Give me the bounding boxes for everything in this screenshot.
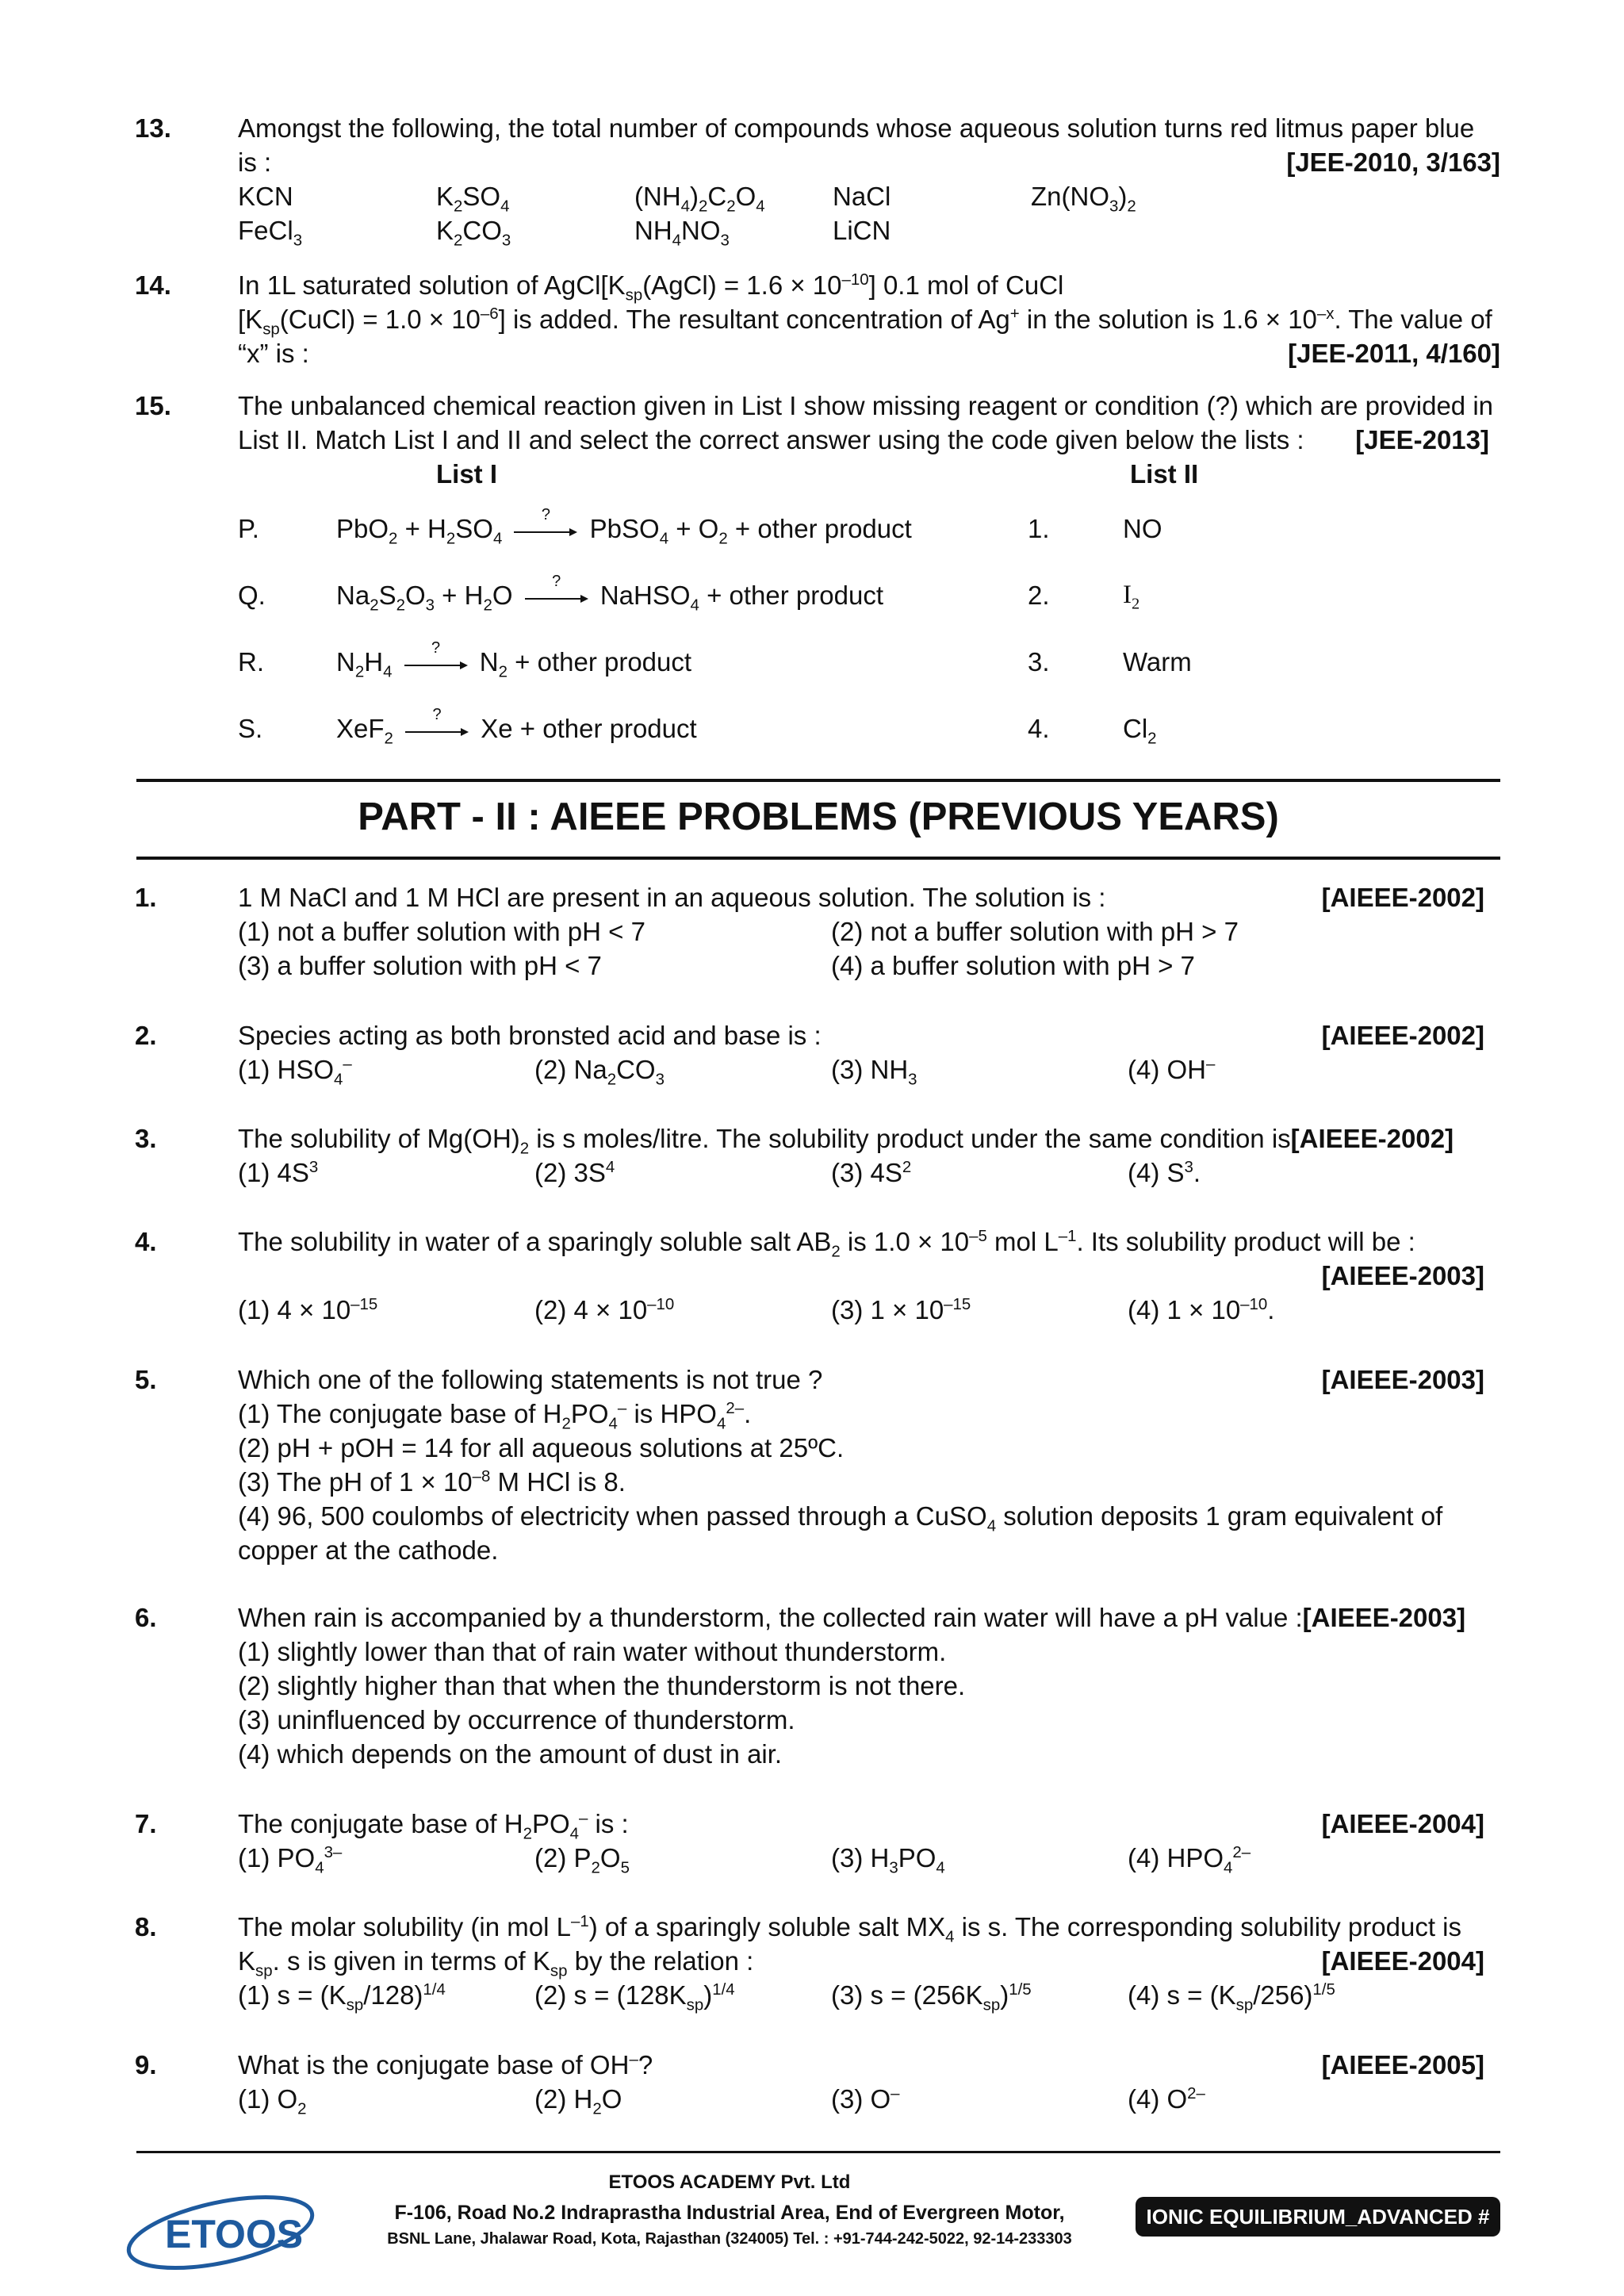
row-label: P. <box>238 514 259 543</box>
page-badge: IONIC EQUILIBRIUM_ADVANCED # 28 <box>1136 2197 1500 2237</box>
question-text: List II. Match List I and II and select the correct answer using the code given below the lists : <box>238 425 1304 454</box>
option: (1) $O_2$ <box>238 2084 307 2118</box>
question-text: The unbalanced chemical reaction given in List I show missing reagent or condition (?) which are provided in <box>238 391 1494 420</box>
question-number: 13. <box>135 113 171 143</box>
question-14 <box>136 268 1500 370</box>
question-1 <box>136 880 1500 983</box>
question-text: $K_{sp}$. s is given in terms of $K_{sp}$ by the relation : <box>238 1946 754 1980</box>
option: (4) 96, 500 coulombs of electricity when passed through a CuSO$_4$ solution deposits 1 gram equivalent of <box>238 1501 1443 1535</box>
list-2-number: 4. <box>1028 714 1050 743</box>
option: (3) $s = (256K_{sp})^{1/5}$ <box>831 1980 1032 2014</box>
option: (2) $P_2O_5$ <box>534 1843 630 1877</box>
list-2-number: 1. <box>1028 514 1050 543</box>
arrow-icon: ? <box>514 523 577 539</box>
list-2-answer: $Cl_2$ <box>1123 714 1157 748</box>
exam-tag: [AIEEE-2003] <box>1302 1603 1466 1632</box>
question-number: 4. <box>135 1227 157 1256</box>
company-address: F-106, Road No.2 Indraprastha Industrial Area, End of Evergreen Motor, <box>394 2202 1065 2224</box>
question-number: 6. <box>135 1603 157 1632</box>
question-number: 15. <box>135 391 171 420</box>
question-text: In 1L saturated solution of $AgCl[K_{sp}(AgCl) = 1.6 \times 10^{-10}]$ 0.1 mol of CuCl <box>238 270 1064 305</box>
compound: FeCl$_3$ <box>238 216 303 250</box>
question-number: 7. <box>135 1809 157 1838</box>
option: (3) The pH of $1 \times 10^{-8}$ M HCl is 8. <box>238 1467 626 1497</box>
question-number: 5. <box>135 1365 157 1394</box>
compound: KCN <box>238 182 293 211</box>
row-label: R. <box>238 647 264 677</box>
option: (4) which depends on the amount of dust in air. <box>238 1739 783 1769</box>
option: (2) pH + pOH = 14 for all aqueous solutions at 25ºC. <box>238 1433 845 1462</box>
match-row <box>238 706 1507 753</box>
option: (4) $1 \times 10^{-10}$. <box>1128 1295 1275 1324</box>
list-2-number: 2. <box>1028 581 1050 610</box>
company-address: BSNL Lane, Jhalawar Road, Kota, Rajasthan (324005) Tel. : +91-744-242-5022, 92-14-233303 <box>387 2230 1072 2248</box>
compound: $NH_4NO_3$ <box>634 216 730 250</box>
option: (3) O– <box>831 2084 900 2114</box>
question-number: 9. <box>135 2050 157 2079</box>
question-number: 1. <box>135 883 157 912</box>
exam-tag: [AIEEE-2004] <box>1321 1809 1484 1838</box>
compound: LiCN <box>833 216 891 245</box>
exam-tag: [AIEEE-2003] <box>1321 1365 1484 1394</box>
question-5 <box>136 1363 1500 1567</box>
option: (4) $O^{2-}$ <box>1128 2084 1205 2114</box>
question-number: 8. <box>135 1912 157 1941</box>
svg-text:ETOOS: ETOOS <box>165 2212 304 2256</box>
compound: $K_2SO_4$ <box>436 182 510 216</box>
compound: $(NH_4)_2C_2O_4$ <box>634 182 765 216</box>
option: (4) OH– <box>1128 1055 1216 1084</box>
option: (4) $HPO_4^{2-}$ <box>1128 1843 1251 1877</box>
option: (1) $s = (K_{sp}/128)^{1/4}$ <box>238 1980 446 2014</box>
option: (2) $H_2O$ <box>534 2084 622 2118</box>
match-row <box>238 639 1507 687</box>
option: (1) The conjugate base of $H_2PO_4^-$ is $HPO_4^{2-}$. <box>238 1399 752 1433</box>
option: (2) $s = (128K_{sp})^{1/4}$ <box>534 1980 735 2014</box>
question-text: When rain is accompanied by a thunderstorm, the collected rain water will have a pH value :[AIEEE-2003] <box>238 1603 1466 1632</box>
question-number: 2. <box>135 1021 157 1050</box>
option: (1) not a buffer solution with pH < 7 <box>238 917 645 946</box>
option: (4) $S^3$. <box>1128 1158 1201 1187</box>
question-4 <box>136 1225 1500 1327</box>
arrow-icon: ? <box>404 656 468 672</box>
question-text: The solubility of $Mg(OH)_2$ is s moles/litre. The solubility product under the same condition is[AIEEE-2002] <box>238 1124 1454 1158</box>
question-text: What is the conjugate base of OH–? <box>238 2050 653 2079</box>
exam-tag: [AIEEE-2002] <box>1290 1124 1454 1153</box>
match-row <box>238 506 1507 554</box>
option: (2) $4 \times 10^{-10}$ <box>534 1295 675 1324</box>
question-number: 14. <box>135 270 171 300</box>
page-footer <box>0 2141 1624 2296</box>
option: (1) $4 \times 10^{-15}$ <box>238 1295 378 1324</box>
question-text: 1 M NaCl and 1 M HCl are present in an aqueous solution. The solution is : <box>238 883 1106 912</box>
question-text: Species acting as both bronsted acid and base is : <box>238 1021 822 1050</box>
question-text: The solubility in water of a sparingly soluble salt $AB_2$ is $1.0 \times 10^{-5}$ mol $L^{-1}$. Its solubility product will be : <box>238 1227 1415 1261</box>
exam-tag: [JEE-2010, 3/163] <box>1286 148 1500 177</box>
compound-row <box>238 213 1500 250</box>
exam-tag: [AIEEE-2002] <box>1321 883 1484 912</box>
option: (4) a buffer solution with pH > 7 <box>831 951 1195 980</box>
reaction: $Na_2S_2O_3 + H_2O$ ? NaHSO$_4$ + other product <box>336 573 883 615</box>
compound: NaCl <box>833 182 891 211</box>
question-text: is : <box>238 148 272 177</box>
arrow-icon: ? <box>405 723 469 738</box>
option: (1) $HSO_4^-$ <box>238 1055 352 1089</box>
question-text: Amongst the following, the total number of compounds whose aqueous solution turns red litmus paper blue <box>238 113 1475 143</box>
question-7 <box>136 1807 1500 1875</box>
question-6 <box>136 1600 1500 1771</box>
compound: $K_2CO_3$ <box>436 216 511 250</box>
arrow-icon: ? <box>525 589 588 605</box>
section-title: PART - II : AIEEE PROBLEMS (PREVIOUS YEARS) <box>358 795 1279 838</box>
option: (2) slightly higher than that when the thunderstorm is not there. <box>238 1671 966 1700</box>
question-15 <box>136 389 1500 491</box>
question-3 <box>136 1121 1500 1190</box>
compound-row <box>238 179 1500 216</box>
company-name: ETOOS ACADEMY Pvt. Ltd <box>608 2171 851 2193</box>
exam-tag: [JEE-2011, 4/160] <box>1288 339 1500 368</box>
option: (3) $H_3PO_4$ <box>831 1843 945 1877</box>
divider <box>136 779 1500 782</box>
question-9 <box>136 2048 1500 2116</box>
divider <box>136 2151 1500 2153</box>
list-2-answer: $I_2$ <box>1123 581 1140 613</box>
option: (2) $3S^4$ <box>534 1158 615 1187</box>
option: (1) slightly lower than that of rain water without thunderstorm. <box>238 1637 947 1666</box>
list-2-answer: Warm <box>1123 647 1192 677</box>
option: (3) $4S^2$ <box>831 1158 912 1187</box>
divider <box>136 857 1500 860</box>
list-2-answer: NO <box>1123 514 1162 543</box>
exam-tag: [AIEEE-2004] <box>1321 1946 1484 1976</box>
option: (3) $NH_3$ <box>831 1055 917 1089</box>
option: (3) $1 \times 10^{-15}$ <box>831 1295 971 1324</box>
option: (1) $PO_4^{3-}$ <box>238 1843 343 1877</box>
exam-tag: [AIEEE-2005] <box>1321 2050 1484 2079</box>
option: (1) $4S^3$ <box>238 1158 319 1187</box>
row-label: S. <box>238 714 263 743</box>
option: (2) not a buffer solution with pH > 7 <box>831 917 1239 946</box>
question-text: The conjugate base of $H_2PO_4^-$ is : <box>238 1809 629 1843</box>
row-label: Q. <box>238 581 266 610</box>
question-number: 3. <box>135 1124 157 1153</box>
exam-tag: [JEE-2013] <box>1355 425 1489 454</box>
option: copper at the cathode. <box>238 1535 499 1565</box>
option: (3) a buffer solution with pH < 7 <box>238 951 602 980</box>
question-2 <box>136 1018 1500 1087</box>
match-row <box>238 573 1507 620</box>
compound: $Zn(NO_3)_2$ <box>1031 182 1136 216</box>
list-1-heading: List I <box>436 459 498 489</box>
question-8 <box>136 1910 1500 2012</box>
exam-tag: [AIEEE-2003] <box>1321 1261 1484 1290</box>
question-13 <box>135 111 1500 250</box>
option: (3) uninfluenced by occurrence of thunderstorm. <box>238 1705 795 1734</box>
list-2-heading: List II <box>1130 459 1199 489</box>
option: (2) $Na_2CO_3$ <box>534 1055 665 1089</box>
list-2-number: 3. <box>1028 647 1050 677</box>
reaction: $PbO_2 + H_2SO_4$ ? PbSO$_4$ + $O_2$ + other product <box>336 506 912 548</box>
reaction: $N_2H_4$ ? $N_2$ + other product <box>336 639 692 681</box>
exam-tag: [AIEEE-2002] <box>1321 1021 1484 1050</box>
option: (4) $s = (K_{sp}/256)^{1/5}$ <box>1128 1980 1335 2014</box>
question-text: $[K_{sp}(CuCl) = 1.0 \times 10^{-6}]$ is added. The resultant concentration of Ag+ in the solution is $1.6 \times 10^{-x}$. The value of <box>238 305 1492 339</box>
question-text: Which one of the following statements is not true ? <box>238 1365 823 1394</box>
etoos-logo <box>119 2189 325 2276</box>
reaction: XeF$_2$ ? Xe + other product <box>336 706 697 748</box>
question-text: The molar solubility (in mol $L^{-1}$) of a sparingly soluble salt $MX_4$ is s. The corresponding solubility product is <box>238 1912 1462 1946</box>
question-text: “x” is : <box>238 339 309 368</box>
